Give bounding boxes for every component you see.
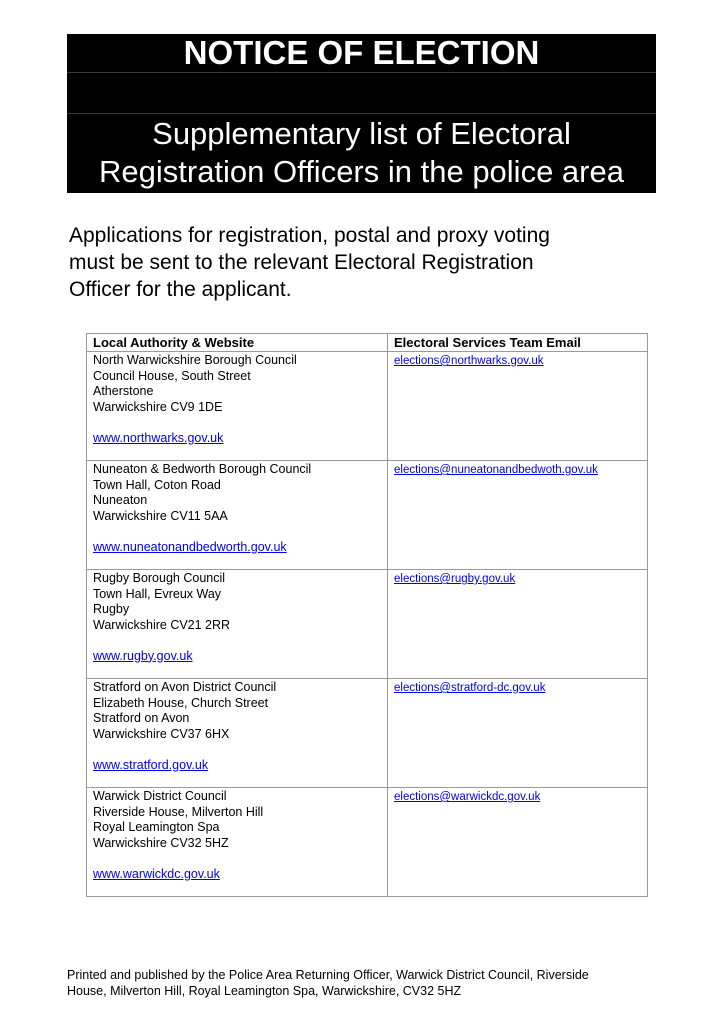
authority-cell bbox=[87, 570, 388, 679]
address-line: Town Hall, Evreux Way bbox=[93, 586, 222, 601]
email-link[interactable]: elections@nuneatonandbedwoth.gov.uk bbox=[394, 464, 598, 476]
website-link[interactable]: www.rugby.gov.uk bbox=[93, 648, 193, 663]
address-line: Nuneaton bbox=[93, 493, 148, 507]
authority-cell bbox=[87, 679, 388, 788]
address-line: Stratford on Avon bbox=[93, 711, 190, 725]
email-cell bbox=[388, 788, 648, 897]
imprint-footer bbox=[67, 967, 657, 999]
notice-banner bbox=[67, 34, 656, 193]
website-link[interactable]: www.northwarks.gov.uk bbox=[93, 430, 224, 445]
email-cell bbox=[388, 679, 648, 788]
table-row bbox=[87, 570, 648, 679]
website-link[interactable]: www.nuneatonandbedworth.gov.uk bbox=[93, 539, 287, 554]
address-line: Elizabeth House, Church Street bbox=[93, 695, 269, 710]
email-cell bbox=[388, 570, 648, 679]
email-cell bbox=[388, 352, 648, 461]
table-header-row bbox=[87, 334, 648, 352]
spacer bbox=[93, 415, 381, 431]
email-link[interactable]: elections@warwickdc.gov.uk bbox=[394, 791, 541, 803]
email-link[interactable]: elections@stratford-dc.gov.uk bbox=[394, 682, 546, 694]
address-line: Atherstone bbox=[93, 384, 154, 398]
authority-name: Stratford on Avon District Council bbox=[93, 680, 277, 694]
table-row bbox=[87, 679, 648, 788]
banner-spacer bbox=[67, 73, 656, 114]
authority-cell bbox=[87, 352, 388, 461]
imprint-line-2: House, Milverton Hill, Royal Leamington Spa, Warwickshire, CV32 5HZ bbox=[67, 984, 462, 998]
address-line: Warwickshire CV11 5AA bbox=[93, 508, 228, 523]
table-row bbox=[87, 788, 648, 897]
intro-line-3: Officer for the applicant. bbox=[69, 278, 292, 301]
intro-line-1: Applications for registration, postal and proxy voting bbox=[69, 224, 550, 247]
email-cell bbox=[388, 461, 648, 570]
notice-title: NOTICE OF ELECTION bbox=[67, 34, 656, 73]
address-line: Warwickshire CV37 6HX bbox=[93, 726, 230, 741]
address-line: Royal Leamington Spa bbox=[93, 820, 220, 834]
spacer bbox=[93, 742, 381, 758]
header-email: Electoral Services Team Email bbox=[388, 334, 648, 352]
imprint-line-1: Printed and published by the Police Area Returning Officer, Warwick District Council, Riverside bbox=[67, 968, 589, 982]
address-line: Council House, South Street bbox=[93, 368, 251, 383]
address-line: Town Hall, Coton Road bbox=[93, 477, 221, 492]
table-row bbox=[87, 352, 648, 461]
table-row bbox=[87, 461, 648, 570]
authority-cell bbox=[87, 788, 388, 897]
spacer bbox=[93, 633, 381, 649]
authority-name: North Warwickshire Borough Council bbox=[93, 353, 297, 367]
address-line: Warwickshire CV32 5HZ bbox=[93, 835, 229, 850]
authority-name: Warwick District Council bbox=[93, 789, 227, 803]
intro-paragraph bbox=[69, 222, 659, 303]
header-authority: Local Authority & Website bbox=[87, 334, 388, 352]
authority-name: Nuneaton & Bedworth Borough Council bbox=[93, 462, 312, 476]
subtitle-line-2: Registration Officers in the police area bbox=[99, 154, 624, 189]
email-link[interactable]: elections@northwarks.gov.uk bbox=[394, 355, 544, 367]
address-line: Warwickshire CV9 1DE bbox=[93, 399, 223, 414]
address-line: Riverside House, Milverton Hill bbox=[93, 804, 264, 819]
authority-name: Rugby Borough Council bbox=[93, 571, 226, 585]
address-line: Rugby bbox=[93, 602, 130, 616]
email-link[interactable]: elections@rugby.gov.uk bbox=[394, 573, 516, 585]
officers-table bbox=[86, 333, 648, 897]
spacer bbox=[93, 524, 381, 540]
subtitle-line-1: Supplementary list of Electoral bbox=[152, 116, 571, 151]
notice-subtitle bbox=[67, 114, 656, 193]
authority-cell bbox=[87, 461, 388, 570]
website-link[interactable]: www.warwickdc.gov.uk bbox=[93, 866, 220, 881]
address-line: Warwickshire CV21 2RR bbox=[93, 617, 231, 632]
intro-line-2: must be sent to the relevant Electoral Registration bbox=[69, 251, 534, 274]
spacer bbox=[93, 851, 381, 867]
website-link[interactable]: www.stratford.gov.uk bbox=[93, 757, 209, 772]
